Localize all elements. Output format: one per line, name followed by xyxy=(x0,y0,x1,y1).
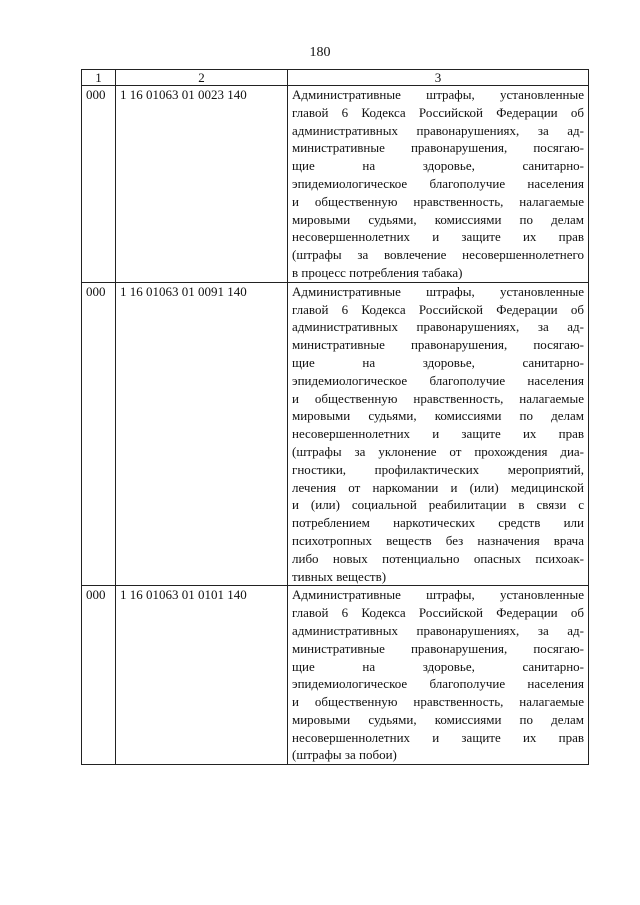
description-line: щие на здоровье, санитарно- xyxy=(292,354,584,370)
description-line: эпидемиологическое благополучие населения xyxy=(292,676,584,692)
description-cell xyxy=(288,586,589,765)
table-row xyxy=(82,282,589,586)
description-line: административных правонарушениях, за ад- xyxy=(292,122,584,138)
description-line: и общественную нравственность, налагаемые xyxy=(292,390,584,406)
admin-code-cell: 000 xyxy=(82,86,116,283)
table-row xyxy=(82,86,589,283)
description-line: эпидемиологическое благополучие населения xyxy=(292,372,584,388)
column-header-3: 3 xyxy=(288,70,589,86)
admin-code-cell: 000 xyxy=(82,586,116,765)
description-line: мировыми судьями, комиссиями по делам xyxy=(292,711,584,727)
description-line: мировыми судьями, комиссиями по делам xyxy=(292,211,584,227)
description-line: министративные правонарушения, посягаю- xyxy=(292,337,584,353)
budget-code-cell: 1 16 01063 01 0023 140 xyxy=(116,86,288,283)
description-line: и (или) социальной реабилитации в связи с xyxy=(292,497,584,513)
column-header-1: 1 xyxy=(82,70,116,86)
description-line: мировыми судьями, комиссиями по делам xyxy=(292,408,584,424)
description-line: эпидемиологическое благополучие населения xyxy=(292,175,584,191)
description-line: тивных веществ) xyxy=(292,568,387,584)
budget-classification-table xyxy=(81,69,589,765)
description-line: Административные штрафы, установленные xyxy=(292,87,584,102)
description-line: административных правонарушениях, за ад- xyxy=(292,622,584,638)
description-line: несовершеннолетних и защите их прав xyxy=(292,426,584,442)
table-row xyxy=(82,586,589,765)
description-line: Административные штрафы, установленные xyxy=(292,283,584,299)
description-line: лечения от наркомании и (или) медицинской xyxy=(292,479,584,495)
description-line: и общественную нравственность, налагаемые xyxy=(292,694,584,710)
budget-code-cell: 1 16 01063 01 0101 140 xyxy=(116,586,288,765)
table-header-row xyxy=(82,70,589,86)
description-line: главой 6 Кодекса Российской Федерации об xyxy=(292,301,584,317)
column-header-2: 2 xyxy=(116,70,288,86)
budget-code-cell: 1 16 01063 01 0091 140 xyxy=(116,282,288,586)
description-line: административных правонарушениях, за ад- xyxy=(292,319,584,335)
description-cell xyxy=(288,86,589,283)
description-line: министративные правонарушения, посягаю- xyxy=(292,640,584,656)
description-line: главой 6 Кодекса Российской Федерации об xyxy=(292,605,584,621)
description-line: Административные штрафы, установленные xyxy=(292,587,584,603)
description-line: психотропных веществ без назначения врача xyxy=(292,532,584,548)
admin-code-cell: 000 xyxy=(82,282,116,586)
description-line: несовершеннолетних и защите их прав xyxy=(292,229,584,245)
description-line: потреблением наркотических средств или xyxy=(292,515,584,531)
description-line: министративные правонарушения, посягаю- xyxy=(292,140,584,156)
description-line: главой 6 Кодекса Российской Федерации об xyxy=(292,104,584,120)
description-line: в процесс потребления табака) xyxy=(292,264,463,280)
description-line: (штрафы за побои) xyxy=(292,747,397,763)
description-line: щие на здоровье, санитарно- xyxy=(292,658,584,674)
description-line: гностики, профилактических мероприятий, xyxy=(292,461,584,477)
description-line: щие на здоровье, санитарно- xyxy=(292,158,584,174)
description-line: (штрафы за уклонение от прохождения диа- xyxy=(292,443,584,459)
description-line: и общественную нравственность, налагаемые xyxy=(292,193,584,209)
description-line: (штрафы за вовлечение несовершеннолетнего xyxy=(292,247,584,263)
description-cell xyxy=(288,282,589,586)
description-line: несовершеннолетних и защите их прав xyxy=(292,729,584,745)
description-line: либо новых потенциально опасных психоак- xyxy=(292,550,584,566)
page-number: 180 xyxy=(309,45,331,60)
